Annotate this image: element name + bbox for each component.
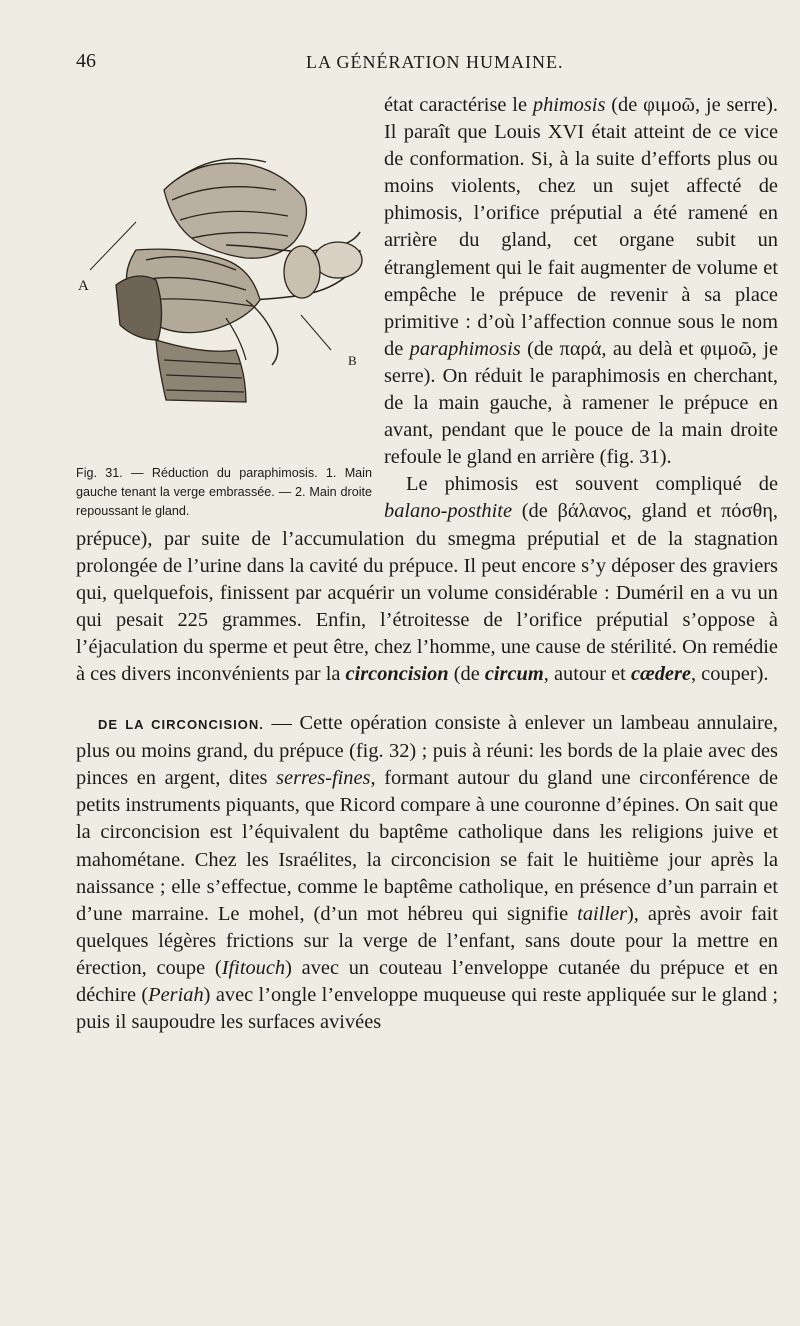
text-run: état caractérise le xyxy=(384,94,533,116)
term-caedere: cædere xyxy=(630,662,691,685)
text-run: ) avec l’ongle l’enveloppe muqueuse qui reste appliquée sur le gland ; puis il saupoudre les surfaces avivées xyxy=(76,984,779,1034)
text-run: (de παρά, au delà et φιμοῶ, je serre). On réduit le paraphimosis en cherchant, de la main gauche, à ramener le prépuce en avant, pendant que le pouce de la main droite refoule le gland en arrière (fig. 31). xyxy=(384,337,779,469)
term-paraphimosis: paraphimosis xyxy=(409,337,521,360)
text-run: (de φιμοῶ, je serre). Il paraît que Louis XVI était atteint de ce vice de conformation. Si, à la suite d’efforts plus ou moins violents, chez un sujet affecté de phimosis, l’orifice préputial a été ramené en arrière du gland, cet organe subit un étranglement qui le fait augmenter de volume et empêche le prépuce de revenir à sa place primitive : d’où l’affection connue sous le nom de xyxy=(384,94,778,360)
text-run: Le phimosis est souvent compliqué de xyxy=(406,473,778,496)
text-run: — Cette opération consiste à enlever un lambeau annulaire, plus ou moins grand, du prépuce (fig. 32) ; puis à réuni: les bords de la plaie avec des pinces en argent, dites xyxy=(76,712,778,790)
term-circoncision: circoncision xyxy=(345,662,449,685)
term-serres-fines: serres-fines xyxy=(276,767,371,790)
paragraph-circoncision xyxy=(76,710,778,1036)
text-run: ) avec un couteau l’enveloppe cutanée du prépuce et en déchire ( xyxy=(76,956,778,1006)
page-header xyxy=(76,50,776,80)
term-balano-posthite: balano-posthite xyxy=(384,500,512,523)
figure-label-a: A xyxy=(78,278,89,294)
term-circum: circum xyxy=(484,662,544,685)
text-run: , autour et xyxy=(543,662,631,685)
figure-caption-legend: 1. Main gauche tenant la verge embrassée. — 2. Main droite repoussant le gland. xyxy=(76,466,372,518)
figure-space xyxy=(76,144,372,462)
figure-caption xyxy=(76,464,372,521)
text-run: ), après avoir fait quelques légères frictions sur la verge de l’enfant, sans doute pour la mettre en érection, coupe ( xyxy=(76,902,778,979)
section-title: DE LA CIRCONCISION. xyxy=(98,717,264,733)
figure-caption-title: Fig. 31. — Réduction du paraphimosis. xyxy=(76,466,318,480)
term-tailler: tailler xyxy=(577,902,627,925)
term-phimosis: phimosis xyxy=(532,94,606,116)
term-ifitouch: Ifitouch xyxy=(221,956,286,979)
figure-label-b: B xyxy=(348,353,357,368)
text-run: (de xyxy=(448,662,485,685)
text-run: (de βάλανος, gland et πόσθη, prépuce), par suite de l’accumulation du smegma préputial et de la stagnation prolongée de l’urine dans la cavité du prépuce. Il peut encore s’y déposer des graviers qui, quelquefois, finissent par acquérir un volume considérable : Duméril en a vu un qui pesait 225 grammes. Enfin, l’étroitesse de l’orifice préputial s’oppose à l’éjaculation du sperme et peut être, chez l’homme, une cause de stérilité. On remédie à ces divers inconvénients par la xyxy=(76,500,778,685)
text-run: , couper). xyxy=(690,662,769,685)
text-flow xyxy=(76,92,778,1036)
running-title: LA GÉNÉRATION HUMAINE. xyxy=(306,52,564,72)
term-periah: Periah xyxy=(148,984,204,1006)
page-number: 46 xyxy=(76,50,96,72)
text-run: , formant autour du gland une circonférence de petits instruments piquants, que Ricord compare à une couronne d’épines. On sait que la circoncision est l’équivalent du baptême catholique dans les religions juive et mahométane. Chez les Israélites, la circoncision se fait le huitième jour après la naissance ; elle s’effectue, comme le baptême catholique, en présence d’un parrain et d’une marraine. Le mohel, (d’un mot hébreu qui signifie xyxy=(76,767,778,925)
